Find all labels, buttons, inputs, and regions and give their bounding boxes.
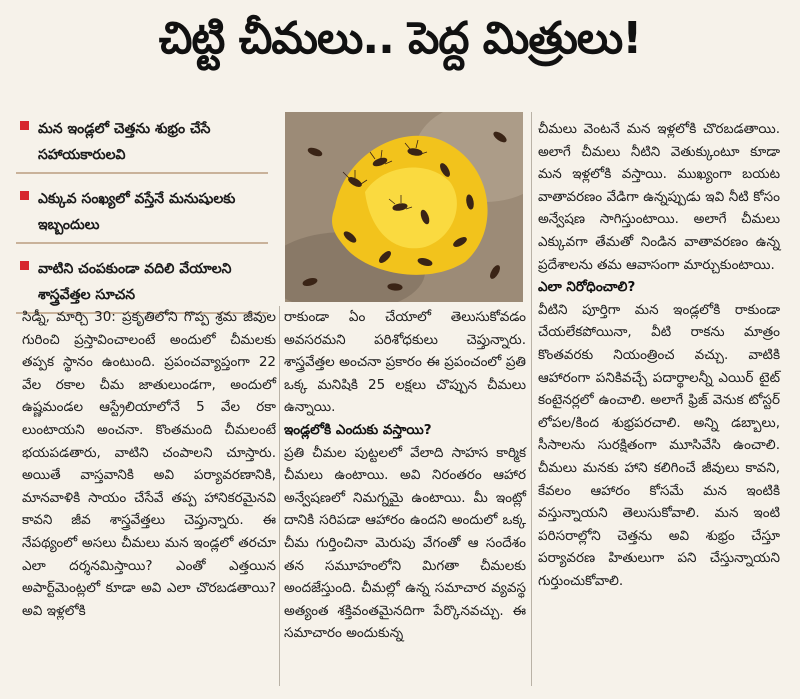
bullet-list xyxy=(16,112,268,322)
bullet-item xyxy=(16,252,268,314)
article-paragraph: రాకుండా ఏం చేయాలో తెలుసుకోవడం అవసరమని పరిశోధకులు చెప్తున్నారు. శాస్త్రవేత్తల అంచనా ప్రకారం ఈ ప్రపంచంలో ప్రతి ఒక్క మనిషికి 25 లక్షలు చొప్పున చీమలు ఉన్నాయి. xyxy=(284,309,526,416)
section-subheading: ఇండ్లలోకి ఎందుకు వస్తాయి? xyxy=(284,421,432,438)
article-column-2 xyxy=(284,306,526,645)
article-paragraph: ప్రతి చీమల పుట్టలలో వేలాది సాహస కార్మిక చీమలు ఉంటాయి. అవి నిరంతరం ఆహార అన్వేషణలో నిమగ్నమై ఉంటాయి. మీ ఇంట్లో దానికి సరిపడా ఆహారం ఉందని అందులో ఒక్క చీమ గుర్తించినా మెరుపు వేగంతో ఆ సందేశం తన సమూహంలోని మిగతా చీమలకు అందజేస్తుంది. చీమల్లో ఉన్న సమాచార వ్యవస్థ అత్యంత శక్తివంతమైనదిగా పేర్కొనవచ్చు. ఈ సమాచారం అందుకున్న xyxy=(284,444,526,642)
bullet-text: మన ఇండ్లలో చెత్తను శుభ్రం చేసే సహాయకారులవి xyxy=(38,121,211,163)
section-subheading: ఎలా నిరోధించాలి? xyxy=(538,279,636,296)
article-paragraph: వీటిని పూర్తిగా మన ఇండ్లలోకి రాకుండా చేయలేకపోయినా, వీటి రాకను మాత్రం కొంతవరకు నియంత్రించ వచ్చు. వాటికి ఆహారంగా పనికివచ్చే పదార్థాలన్నీ ఎయిర్ టైట్ కంటైనర్లలో ఉంచాలి. అలాగే ఫ్రిజ్ వెనుక టోస్టర్ లోపల/కింద శుభ్రపరచాలి. అన్ని డబ్బాలు, సీసాలను సురక్షితంగా మూసివేసి ఉంచాలి. చీమలు మనకు హాని కలిగించే జీవులు కావని, కేవలం ఆహారం కోసమే మన ఇంటికి వస్తున్నాయని తెలుసుకోవాలి. మన ఇంటి పరిసరాల్లోని చెత్తను అవి శుభ్రం చేస్తూ పర్యావరణ హితులుగా పని చేస్తున్నాయని గుర్తుంచుకోవాలి. xyxy=(538,301,780,589)
bullet-square-icon xyxy=(20,121,29,130)
article-column-3 xyxy=(538,118,780,592)
column-rule xyxy=(531,112,532,686)
ants-photo-icon xyxy=(285,112,523,302)
bullet-square-icon xyxy=(20,261,29,270)
bullet-text: ఎక్కువ సంఖ్యలో వస్తేనే మనుషులకు ఇబ్బందులు xyxy=(38,191,236,233)
bullet-item xyxy=(16,112,268,174)
article-column-1 xyxy=(22,306,276,622)
article-paragraph: సిడ్నీ, మార్చి 30: ప్రకృతిలోని గొప్ప శ్రమ జీవుల గురించి ప్రస్తావించాలంటే అందులో చీమలకు తప్పక స్థానం ఉంటుంది. ప్రపంచవ్యాప్తంగా 22 వేల రకాల చీమ జాతులుండగా, అందులో ఉష్ణమండల ఆస్ట్రేలియాలోనే 5 వేల రకా లుంటాయని అంచనా. కొంతమంది చీమలంటే భయపడతారు, వాటిని చంపాలని చూస్తారు. అయితే వాస్తవానికి అవి పర్యావరణానికి, మానవాళికి సాయం చేసేవే తప్ప హానికరమైనవి కావని జీవ శాస్త్రవేత్తలు చెప్తున్నారు. ఈ నేపథ్యంలో అసలు చీమలు మన ఇండ్లలో తరచూ ఎలా దర్శనమిస్తాయి? ఎంతో ఎత్తయిన అపార్ట్‌మెంట్లలో కూడా అవి ఎలా చొరబడతాయి? అవి ఇళ్లలోకి xyxy=(22,309,276,619)
headline: చిట్టి చీమలు.. పెద్ద మిత్రులు! xyxy=(158,13,642,64)
ants-on-food-photo xyxy=(285,112,523,302)
bullet-item xyxy=(16,182,268,244)
article-paragraph: చీమలు వెంటనే మన ఇళ్లలోకి చొరబడతాయి. అలాగే చీమలు నీటిని వెతుక్కుంటూ కూడా మన ఇళ్లలోకి వస్తాయి. ముఖ్యంగా బయట వాతావరణం వేడిగా ఉన్నప్పుడు ఇవి నీటి కోసం అన్వేషణ సాగిస్తుంటాయి. అలాగే చీమలు ఎక్కువగా తేమతో నిండిన వాతావరణం ఉన్న ప్రదేశాలను తమ ఆవాసంగా మార్చుకుంటాయి. xyxy=(538,121,780,273)
column-rule xyxy=(279,306,280,686)
bullet-text: వాటిని చంపకుండా వదిలి వేయాలని శాస్త్రవేత్తల సూచన xyxy=(38,261,232,303)
bullet-square-icon xyxy=(20,191,29,200)
